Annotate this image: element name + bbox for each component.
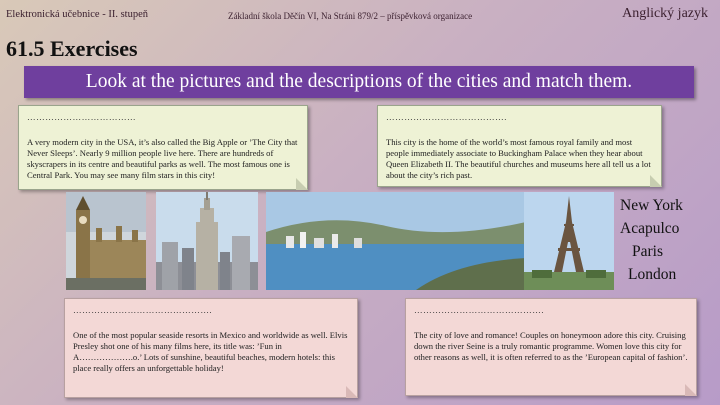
answer-blank-4[interactable]: ……………………………………. bbox=[414, 305, 544, 315]
description-text-1: A very modern city in the USA, it’s also called the Big Apple or ’The City that Never Sleeps’. Nearly 9 million people live here. There are hundreds of skyscrapers in its centre and beautiful parks as well. The most famous one is Central Park. You may see many film stars in this city! bbox=[27, 137, 298, 180]
new-york-skyscraper-picture bbox=[156, 192, 258, 290]
city-name-acapulco: Acapulco bbox=[620, 220, 680, 237]
answer-blank-2[interactable]: …………………………………. bbox=[386, 112, 507, 122]
acapulco-bay-picture bbox=[266, 192, 526, 290]
description-card-1 bbox=[18, 105, 308, 190]
card-fold-icon bbox=[296, 178, 308, 190]
city-name-paris: Paris bbox=[632, 243, 663, 260]
city-name-new-york: New York bbox=[620, 197, 683, 214]
description-text-2: This city is the home of the world’s most famous royal family and most people immediately associate to Buckingham Palace when they hear about Queen Elizabeth II. The beautiful churches and museums here all tell us a lot about the city’s rich past. bbox=[386, 137, 651, 180]
answer-blank-3[interactable]: ………………………………………. bbox=[73, 305, 213, 315]
header-school: Základní škola Děčín VI, Na Stráni 879/2 – příspěvková organizace bbox=[228, 11, 473, 21]
description-text-3: One of the most popular seaside resorts in Mexico and worldwide as well. Elvis Presley shot one of his many films here, its title was: ’Fun in A……………….o.’ Lots of sunshine, beautiful beaches, modern hotels: this place really offers an unforgettable holiday! bbox=[73, 330, 348, 373]
page-title: 61.5 Exercises bbox=[6, 36, 138, 61]
city-name-london: London bbox=[628, 266, 677, 283]
header-subject-right: Anglický jazyk bbox=[622, 6, 708, 21]
card-fold-icon bbox=[685, 384, 697, 396]
header-subject-left: Elektronická učebnice - II. stupeň bbox=[6, 9, 148, 20]
card-fold-icon bbox=[346, 386, 358, 398]
description-text-4: The city of love and romance! Couples on honeymoon adore this city. Cruising down the river Seine is a truly romantic programme. Women love this city for other reasons as well, it is often referred to as the ’European capital of fashion’. bbox=[414, 330, 688, 362]
paris-eiffel-tower-picture bbox=[524, 192, 614, 290]
london-parliament-picture bbox=[66, 192, 146, 290]
instruction-banner: Look at the pictures and the descriptions of the cities and match them. bbox=[24, 66, 694, 98]
city-names-list bbox=[620, 194, 683, 286]
description-card-3 bbox=[64, 298, 358, 398]
answer-blank-1[interactable]: ……………………………… bbox=[27, 112, 137, 122]
description-card-2 bbox=[377, 105, 662, 187]
description-card-4 bbox=[405, 298, 697, 396]
card-fold-icon bbox=[650, 175, 662, 187]
